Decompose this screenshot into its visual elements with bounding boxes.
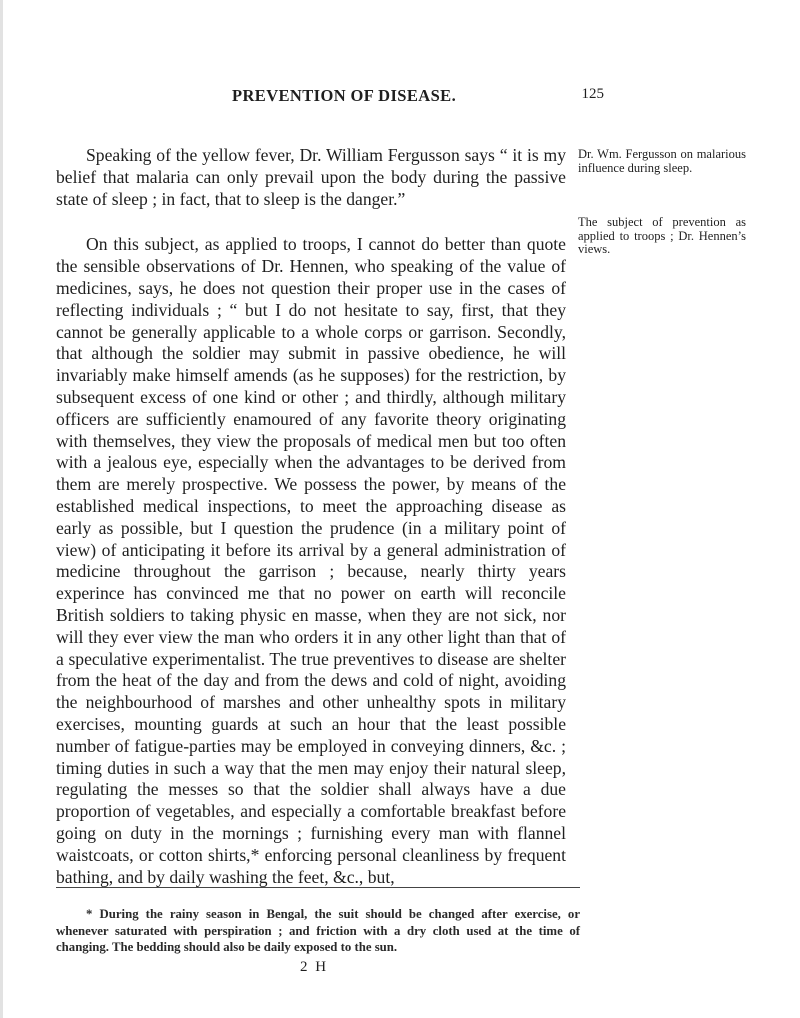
- page-number: 125: [581, 86, 604, 102]
- signature-mark: 2 H: [300, 959, 329, 975]
- main-text: [56, 145, 566, 888]
- running-header: [232, 86, 604, 108]
- paragraph-fergusson: Speaking of the yellow fever, Dr. William Fergusson says “ it is my belief that malaria can only prevail upon the body during the passive state of sleep ; in fact, that to sleep is the danger.”: [56, 145, 566, 209]
- running-title: PREVENTION OF DISEASE.: [232, 86, 457, 105]
- margin-note-fergusson: Dr. Wm. Fergusson on malarious influence during sleep.: [578, 147, 746, 175]
- page-edge-line: [0, 0, 3, 1018]
- margin-note-hennen: The subject of prevention as applied to troops ; Dr. Hennen’s views.: [578, 215, 746, 257]
- footnote-rule: [56, 887, 580, 888]
- footnote: * During the rainy season in Bengal, the suit should be changed after exercise, or whenever saturated with perspiration ; and friction with a dry cloth used at the time of changing. The bedding should also be daily exposed to the sun.: [56, 907, 580, 955]
- paragraph-hennen: On this subject, as applied to troops, I cannot do better than quote the sensible observations of Dr. Hennen, who speaking of the value of medicines, says, he does not question their proper use in the cases of reflecting individuals ; “ but I do not hesitate to say, first, that they cannot be generally applicable to a whole corps or garrison. Secondly, that although the soldier may submit in passive obedience, he will invariably make himself amends (as he supposes) for the restriction, by subsequent excess of one kind or other ; and thirdly, although military officers are sufficiently enamoured of any favorite theory originating with themselves, they view the proposals of medical men but too often with a jealous eye, especially when the advantages to be derived from them are merely prospective. We possess the power, by means of the established medical inspections, to meet the approaching disease as early as possible, but I question the prudence (in a military point of view) of anticipating it before its arrival by a general administration of medicine throughout the garrison ; because, nearly thirty years experince has convinced me that no power on earth will reconcile British soldiers to taking physic en masse, when they are not sick, nor will they ever view the man who orders it in any other light than that of a speculative experimentalist. The true preventives to disease are shelter from the heat of the day and from the dews and cold of night, avoiding the neighbourhood of marshes and other unhealthy spots in military exercises, mounting guards at such an hour that the least possible number of fatigue-parties may be employed in conveying dinners, &c. ; timing duties in such a way that the men may enjoy their natural sleep, regulating the messes so that the soldier shall always have a due proportion of vegetables, and especially a comfortable breakfast before going on duty in the mornings ; furnishing every man with flannel waistcoats, or cotton shirts,* enforcing personal cleanliness by frequent bathing, and by daily washing the feet, &c., but,: [56, 234, 566, 887]
